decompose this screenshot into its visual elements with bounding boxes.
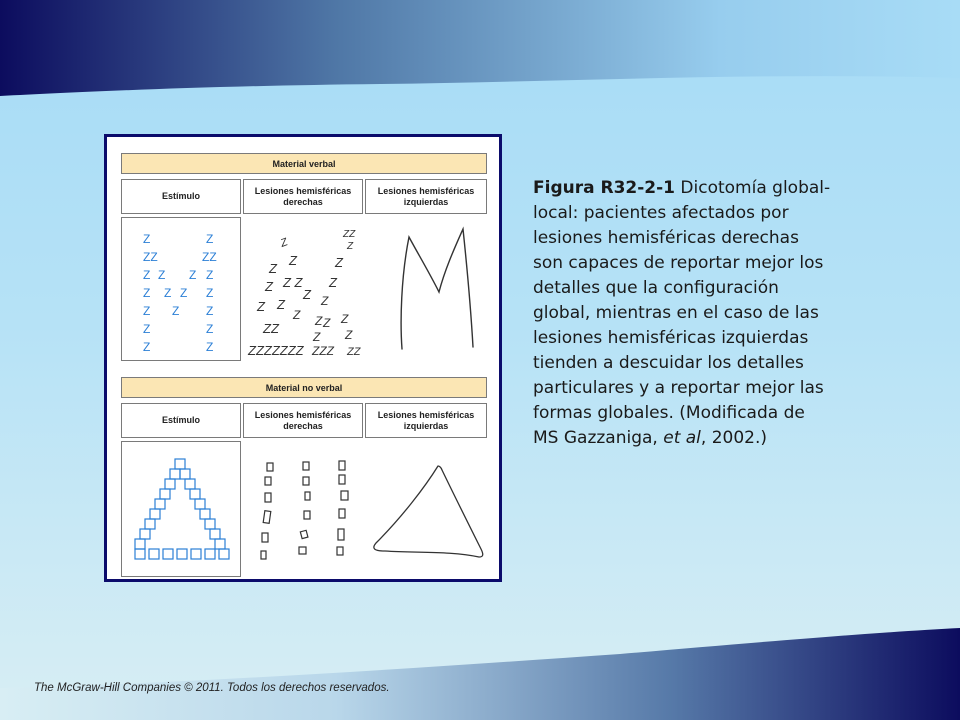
svg-text:Z: Z: [265, 279, 273, 294]
svg-text:ZZZZZZZ: ZZZZZZZ: [248, 343, 304, 358]
svg-text:Z: Z: [206, 340, 214, 354]
svg-text:Z: Z: [172, 304, 180, 318]
svg-text:Z: Z: [206, 322, 214, 336]
svg-text:Z: Z: [206, 286, 214, 300]
svg-text:Z: Z: [323, 316, 331, 330]
left-lesion-label-line2: izquierdas: [403, 420, 449, 431]
copyright-footer: The McGraw-Hill Companies © 2011. Todos los derechos reservados.: [34, 682, 390, 694]
svg-text:ZZ: ZZ: [263, 321, 279, 336]
svg-text:Z: Z: [143, 286, 151, 300]
svg-text:Z: Z: [315, 314, 323, 328]
svg-text:Z: Z: [289, 253, 297, 268]
svg-text:ZZZ: ZZZ: [312, 344, 334, 358]
stimulus-label: Estímulo: [161, 415, 200, 425]
caption-label: Figura R32-2-1: [533, 178, 676, 198]
figure-drawings: [107, 137, 499, 579]
svg-text:ZZ: ZZ: [347, 346, 361, 358]
nonverbal-stimulus-drawing: [135, 459, 229, 559]
svg-text:Z: Z: [206, 268, 214, 282]
svg-text:Z: Z: [345, 328, 353, 342]
right-lesion-nonverbal-drawing: [261, 461, 348, 559]
svg-text:Z: Z: [158, 268, 166, 282]
svg-text:Z Z: Z Z: [283, 275, 303, 290]
svg-text:Z: Z: [313, 330, 321, 344]
svg-text:Z: Z: [206, 304, 214, 318]
figure-caption: [533, 176, 833, 451]
left-lesion-label-line2: izquierdas: [403, 196, 449, 207]
verbal-stimulus-drawing: [143, 232, 217, 354]
right-lesion-label-line1: Lesiones hemisféricas: [254, 185, 352, 196]
svg-text:ZZ: ZZ: [202, 250, 217, 264]
right-lesion-label-line2: derechas: [283, 196, 323, 207]
svg-text:Z: Z: [293, 308, 301, 322]
svg-text:Z: Z: [257, 299, 265, 314]
svg-text:Z: Z: [143, 340, 151, 354]
svg-text:Z: Z: [164, 286, 172, 300]
svg-text:Z: Z: [189, 268, 197, 282]
left-lesion-label-line1: Lesiones hemisféricas: [377, 185, 475, 196]
figure-frame: [104, 134, 502, 582]
svg-text:Z: Z: [278, 236, 290, 250]
caption-tail: , 2002.): [700, 428, 768, 448]
svg-text:Z: Z: [329, 275, 337, 290]
svg-text:Z: Z: [180, 286, 188, 300]
right-lesion-label-line1: Lesiones hemisféricas: [254, 409, 352, 420]
left-lesion-nonverbal-drawing: [374, 466, 483, 557]
right-lesion-verbal-drawing: [247, 229, 362, 358]
svg-text:Z: Z: [269, 261, 277, 276]
caption-body: Dicotomía global-local: pacientes afectados por lesiones hemisféricas derechas son capaces de reportar mejor los detalles que la configuración global, mientras en el caso de las lesiones hemisféricas izquierdas tienden a descuidar los detalles particulares y a reportar mejor las formas globales. (Modificada de MS Gazzaniga,: [533, 178, 831, 448]
svg-text:Z: Z: [277, 297, 285, 312]
nonverbal-material-header: Material no verbal: [121, 377, 487, 398]
stimulus-label: Estímulo: [161, 191, 200, 201]
svg-text:Z: Z: [206, 232, 214, 246]
svg-text:Z: Z: [143, 322, 151, 336]
svg-text:Z: Z: [143, 304, 151, 318]
bottom-wave: [0, 628, 960, 720]
svg-text:Z: Z: [335, 255, 343, 270]
svg-text:Z: Z: [143, 232, 151, 246]
svg-text:Z: Z: [303, 287, 311, 302]
svg-text:Z: Z: [347, 241, 354, 252]
caption-etal: et al: [663, 428, 701, 448]
svg-text:Z: Z: [321, 294, 329, 308]
svg-text:ZZ: ZZ: [143, 250, 158, 264]
svg-text:ZZ: ZZ: [343, 229, 356, 240]
verbal-material-header: Material verbal: [121, 153, 487, 174]
left-lesion-verbal-drawing: [401, 229, 473, 349]
right-lesion-label-line2: derechas: [283, 420, 323, 431]
svg-text:Z: Z: [143, 268, 151, 282]
svg-text:Z: Z: [341, 312, 349, 326]
left-lesion-label-line1: Lesiones hemisféricas: [377, 409, 475, 420]
figure-panel: [107, 137, 499, 579]
top-wave: [0, 0, 960, 96]
